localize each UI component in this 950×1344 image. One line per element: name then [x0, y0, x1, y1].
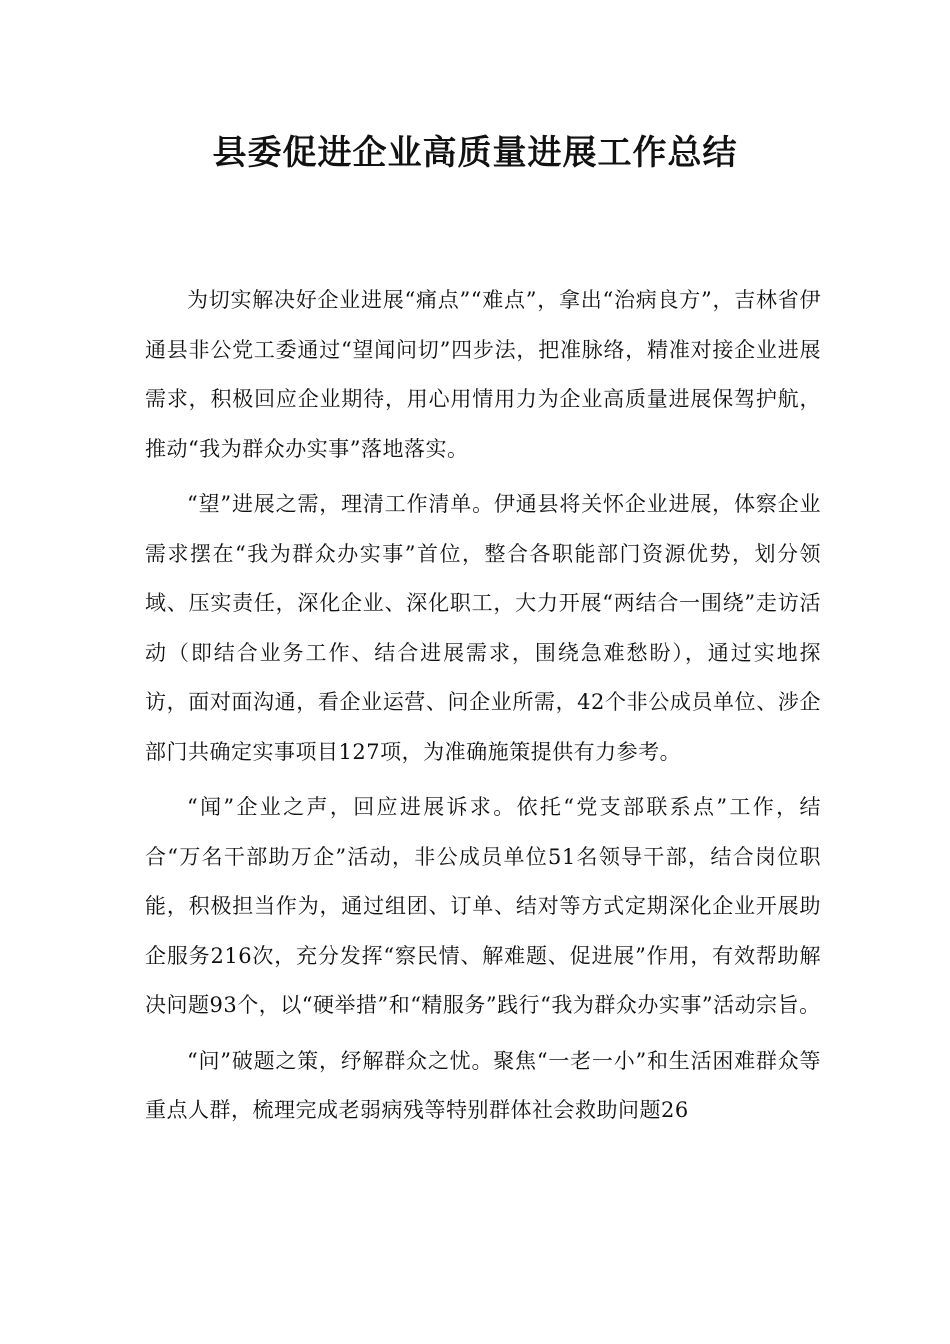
document-body	[145, 276, 821, 1142]
paragraph-ask: “问”破题之策，纾解群众之忧。聚焦“一老一小”和生活困难群众等重点人群，梳理完成老弱病残等特别群体社会救助问题26	[145, 1048, 821, 1122]
paragraph-wen: “闻”企业之声，回应进展诉求。依托“党支部联系点”工作，结合“万名干部助万企”活动，非公成员单位51名领导干部，结合岗位职能，积极担当作为，通过组团、订单、结对等方式定期深化企业开展助企服务216次，充分发挥“察民情、解难题、促进展”作用，有效帮助解决问题93个，以“硬举措”和“精服务”践行“我为群众办实事”活动宗旨。	[145, 795, 821, 1017]
paragraph-intro: 为切实解决好企业进展“痛点”“难点”，拿出“治病良方”，吉林省伊通县非公党工委通过“望闻问切”四步法，把准脉络，精准对接企业进展需求，积极回应企业期待，用心用情用力为企业高质量进展保驾护航，推动“我为群众办实事”落地落实。	[145, 288, 821, 461]
document-title: 县委促进企业高质量进展工作总结	[212, 133, 738, 173]
paragraph-wang: “望”进展之需，理清工作清单。伊通县将关怀企业进展，体察企业需求摆在“我为群众办实事”首位，整合各职能部门资源优势，划分领域、压实责任，深化企业、深化职工，大力开展“两结合一围绕”走访活动（即结合业务工作、结合进展需求，围绕急难愁盼），通过实地探访，面对面沟通，看企业运营、问企业所需，42个非公成员单位、涉企部门共确定实事项目127项，为准确施策提供有力参考。	[145, 492, 821, 764]
